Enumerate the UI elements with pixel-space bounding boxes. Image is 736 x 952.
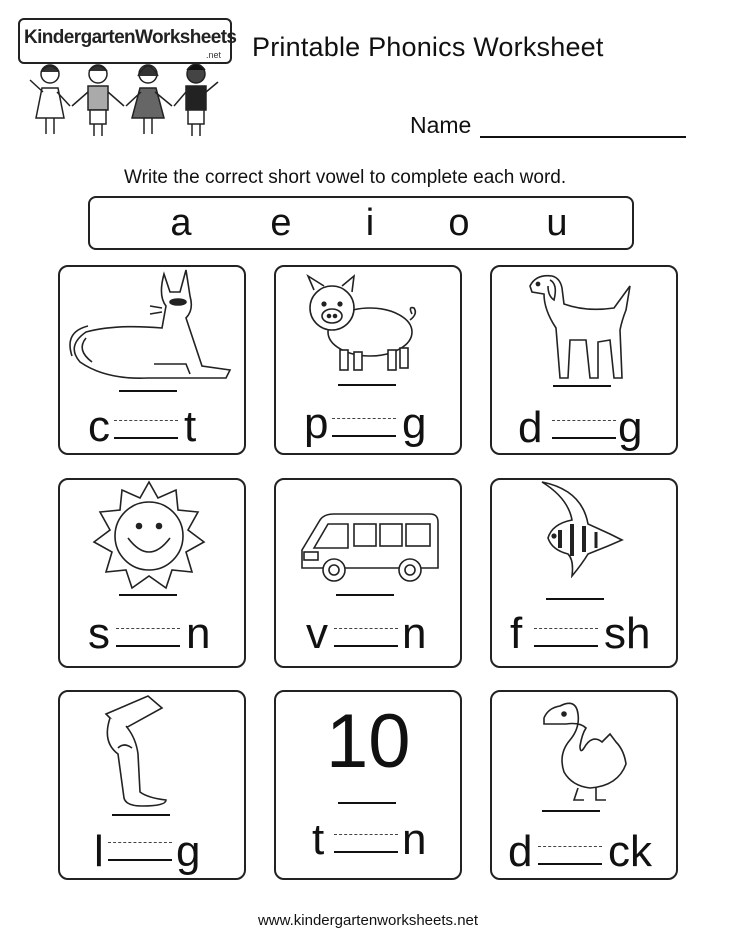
- word-last-letters: g: [402, 399, 427, 448]
- word-last-letters: ck: [608, 827, 652, 876]
- word-last-letters: n: [402, 609, 427, 658]
- answer-blank[interactable]: [538, 846, 602, 865]
- word-last-letters: n: [402, 815, 427, 864]
- dog-icon: [526, 270, 638, 382]
- kids-illustration: [26, 62, 222, 142]
- cat-icon: [66, 266, 238, 386]
- word-first-letter: f: [510, 609, 523, 658]
- sun-icon: [92, 480, 206, 590]
- blank-top-line: [119, 390, 177, 392]
- answer-blank[interactable]: [534, 628, 598, 647]
- duck-icon: [540, 694, 632, 806]
- answer-blank[interactable]: [334, 834, 398, 853]
- name-label: Name: [410, 112, 472, 138]
- ten-number: 10: [326, 699, 411, 784]
- logo-text-bold: Kindergarten: [24, 27, 136, 48]
- name-field[interactable]: [480, 136, 686, 138]
- word-first-letter: c: [88, 402, 110, 451]
- van-icon: [298, 510, 442, 590]
- logo-text-rest: Worksheets: [135, 27, 237, 48]
- vowel-a: a: [170, 202, 192, 244]
- word-first-letter: p: [304, 399, 329, 448]
- blank-top-line: [119, 594, 177, 596]
- answer-blank[interactable]: [334, 628, 398, 647]
- blank-top-line: [553, 385, 611, 387]
- word-first-letter: d: [508, 827, 533, 876]
- blank-top-line: [338, 802, 396, 804]
- word-first-letter: d: [518, 403, 543, 452]
- word-last-letters: g: [176, 827, 201, 876]
- answer-blank[interactable]: [116, 628, 180, 647]
- answer-blank[interactable]: [332, 418, 396, 437]
- blank-top-line: [546, 598, 604, 600]
- logo-sub: .net: [206, 50, 222, 60]
- word-first-letter: l: [94, 827, 104, 876]
- answer-blank[interactable]: [108, 842, 172, 861]
- word-first-letter: v: [306, 609, 328, 658]
- blank-top-line: [542, 810, 600, 812]
- answer-blank[interactable]: [552, 420, 616, 439]
- blank-top-line: [338, 384, 396, 386]
- word-last-letters: g: [618, 403, 643, 452]
- logo-text: [24, 27, 236, 49]
- word-first-letter: s: [88, 609, 110, 658]
- answer-blank[interactable]: [114, 420, 178, 439]
- leg-icon: [96, 694, 176, 808]
- fish-icon: [538, 480, 626, 578]
- pig-icon: [298, 272, 422, 376]
- word-first-letter: t: [312, 815, 325, 864]
- instruction-text: Write the correct short vowel to complete each word.: [124, 167, 567, 188]
- vowel-u: u: [546, 202, 568, 244]
- vowel-e: e: [270, 202, 292, 244]
- vowel-o: o: [448, 202, 470, 244]
- page-title: Printable Phonics Worksheet: [252, 32, 604, 62]
- blank-top-line: [112, 814, 170, 816]
- vowel-i: i: [365, 202, 375, 244]
- word-last-letters: sh: [604, 609, 651, 658]
- word-last-letters: n: [186, 609, 211, 658]
- word-last-letters: t: [184, 402, 197, 451]
- blank-top-line: [336, 594, 394, 596]
- footer-url: www.kindergartenworksheets.net: [257, 912, 479, 929]
